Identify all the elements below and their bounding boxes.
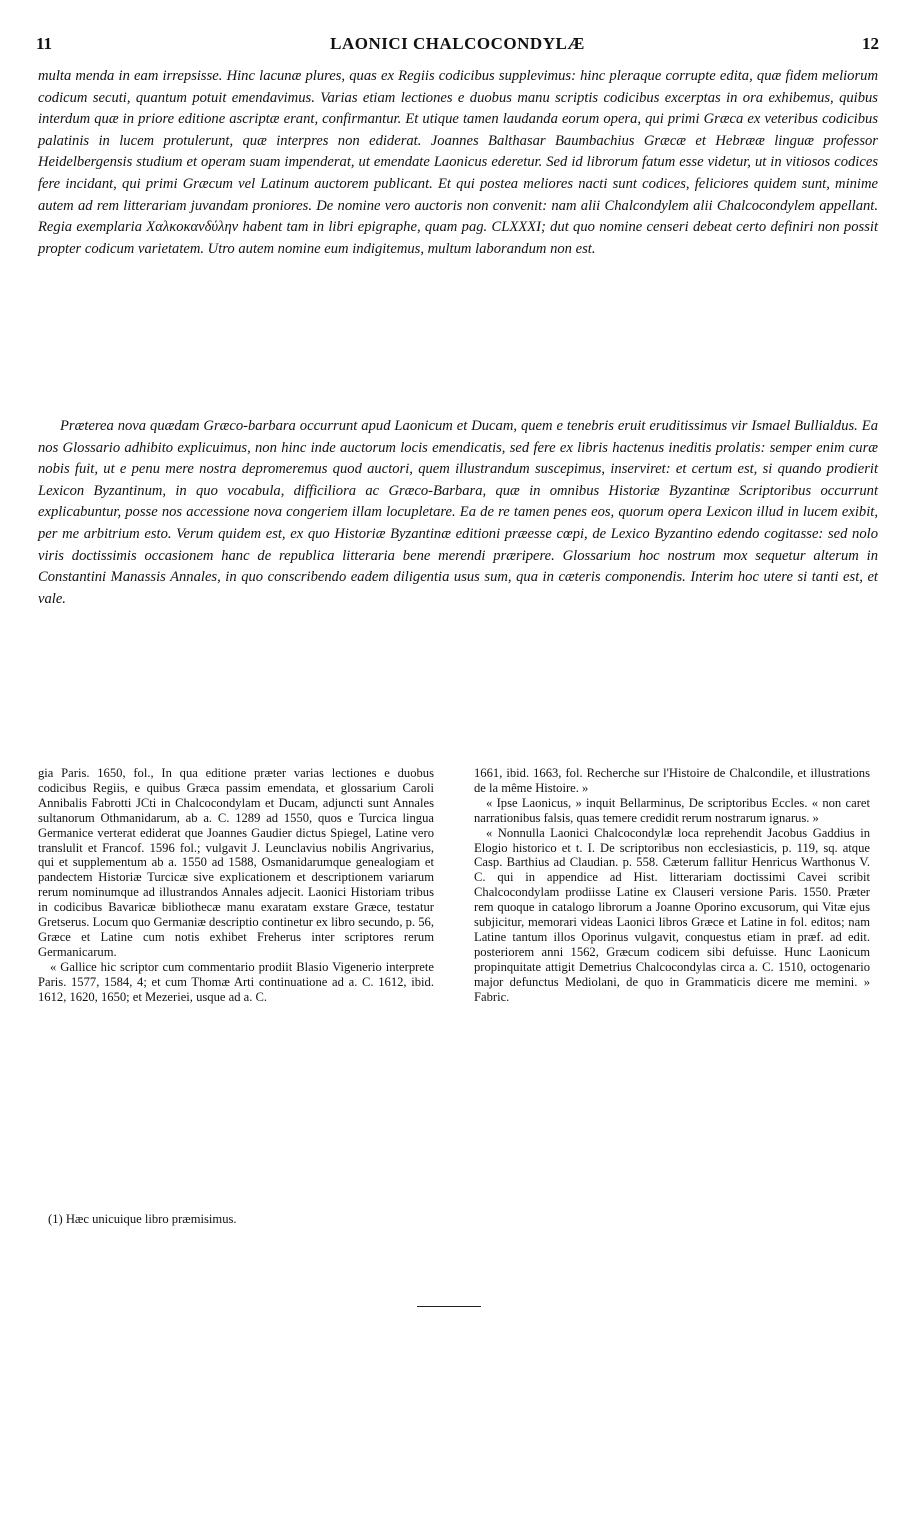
footnote: (1) Hæc unicuique libro præmisimus. xyxy=(48,1212,237,1226)
note-paragraph: 1661, ibid. 1663, fol. Recherche sur l'Histoire de Chalcondile, et illustrations de la même Histoire. » xyxy=(474,766,870,795)
note-paragraph: « Ipse Laonicus, » inquit Bellarminus, De scriptoribus Eccles. « non caret narrationibus falsis, quas temere credidit rerum nostrarum ignarus. » xyxy=(474,795,870,825)
running-title: LAONICI CHALCOCONDYLÆ xyxy=(330,34,585,53)
body-paragraph-2 xyxy=(38,416,878,610)
note-paragraph: « Gallice hic scriptor cum commentario prodiit Blasio Vigenerio interprete Paris. 1577, 1584, 4; et cum Thomæ Arti continuatione ad a. C. 1612, ibid. 1612, 1620, 1650; et Mezeriei, usque ad a. C. xyxy=(38,959,434,1004)
paragraph-text: Præterea nova quædam Græco-barbara occurrunt apud Laonicum et Ducam, quem e tenebris eruit eruditissimus vir Ismael Bullialdus. Ea nos Glossario adhibito explicuimus, non hinc inde auctorum locis emendicatis, sed fere ex libris hactenus ineditis prolatis: semper enim curæ nobis fuit, ut e penu mere nostra depromeremus quod auctori, quem illustrandum suscepimus, inserviret: et certum est, si quando prodierit Lexicon Byzantinum, in quo vocabula, difficiliora ac Græco-Barbara, quæ in omnibus Historiæ Byzantinæ Scriptoribus occurrunt explicabuntur, posse nos accessione nova congeriem illam locupletare. Ea de re tamen penes eos, quorum opera Lexicon illud in lucem exibit, per me arbitrium esto. Verum quidem est, ex quo Historiæ Byzantinæ editioni præesse cœpi, de Lexico Byzantino edendo cogitasse: sed nolo viris doctissimis occasionem hanc de republica litteraria bene merendi præripere. Glossarium hoc nostrum mox sequetur alterum in Constantini Manassis Annales, in quo conscribendo eadem diligentia usus sum, qua in cæteris componendis. Interim hoc utere si tanti est, et vale. xyxy=(38,418,878,607)
notes-column-right xyxy=(474,766,870,1005)
note-paragraph: gia Paris. 1650, fol., In qua editione præter varias lectiones e duobus codicibus Regiis, e quibus Græca passim emendata, et glossarium Caroli Annibalis Fabrotti JCti in Chalcocondylam et Ducam, adjuncti sunt Annales sultanorum Othmanidarum, ab a. C. 1289 ad 1550, quos e Turcica lingua Germanice verterat ediderat que Joannes Gaudier dictus Spiegel, Latine vero translulit et Francof. 1596 fol.; vulgavit J. Leunclavius nobilis Angrivarius, qui et supplementum ab a. 1550 ad 1588, Osmanidarumque genealogiam et pandectem Historiæ Turcicæ sive explicationem et descriptionem variarum rerum nominumque ad illustrandos Annales adjecit. Laonici Historiam tribus in codicibus Bavaricæ bibliothecæ manu exaratam exstare Græce, testatur Gretserus. Locum quo Germaniæ descriptio continetur ex libro secundo, p. 56, Græce et Latine cum notis exhibet Freherus inter scriptores rerum Germanicarum. xyxy=(38,766,434,959)
notes-section xyxy=(38,766,878,1166)
page-number-left: 11 xyxy=(36,34,53,53)
note-paragraph: « Nonnulla Laonici Chalcocondylæ loca reprehendit Jacobus Gaddius in Elogio historico et t. I. De scriptoribus non ecclesiasticis, p. 119, sq. atque Casp. Barthius ad Claudian. p. 558. Cæterum fallitur Henricus Warthonus V. C. qui in appendice ad Hist. litterariam doctissimi Cavei scribit Chalcocondylam prodiisse Latine ex Clauseri versione Paris. 1550. Præter rem quoque in catalogo librorum a Joanne Oporino excusorum, qui Vitæ ejus subjicitur, memorari videas Laonici libros Græce et Latine in fol. editos; nam Latine tantum illos Oporinus vulgavit, conquestus etiam in præf. ad edit. posteriorem anni 1562, Græcum codicem sibi defuisse. Hunc Laonicum propinquitate attigit Demetrius Chalcocondylas circa a. C. 1510, octogenario major defunctus Mediolani, de quo in Grammaticis dicere me memini. » Fabric. xyxy=(474,825,870,1004)
page-number-right: 12 xyxy=(862,34,879,53)
notes-column-left xyxy=(38,766,434,1005)
running-header xyxy=(36,34,879,60)
body-paragraph-1 xyxy=(38,66,878,260)
paragraph-text: multa menda in eam irrepsisse. Hinc lacunæ plures, quas ex Regiis codicibus supplevimus: hinc pleraque corrupte edita, quæ fidem meliorum codicum secuti, quantum potuit emendavimus. Varias etiam lectiones e duobus manu scriptis codicibus excerptas in ora exhibemus, quibus interdum quæ in priore editione ascriptæ erant, confirmantur. Et utique tamen laudanda eorum opera, qui primi Græca ex veteribus codicibus palatinis in lucem protulerunt, quæ interpres non ediderat. Joannes Balthasar Baumbachius Græcæ et Hebrææ linguæ professor Heidelbergensis studium et operam suam impenderat, ut emendate Laonicus ederetur. Sed id librorum fatum esse videtur, ut in vitiosos codices fere incidant, qui primi Græcum vel Latinum auctorem publicant. Et qui postea meliores nacti sunt codices, feliciores quidem sunt, minime autem ad rem litterariam juvandam proniores. De nomine vero auctoris non convenit: nam alii Chalcondylem alii Chalcocondylem appellant. Regia exemplaria Χαλκοκανδύλην habent tam in libri epigraphe, quam pag. CLXXXI; dut quo nomine censeri debeat certo definiri non possit propter codicum varietatem. Utro autem nomine eum indigitemus, multum laborandum non est. xyxy=(38,68,878,257)
end-rule xyxy=(417,1306,481,1307)
